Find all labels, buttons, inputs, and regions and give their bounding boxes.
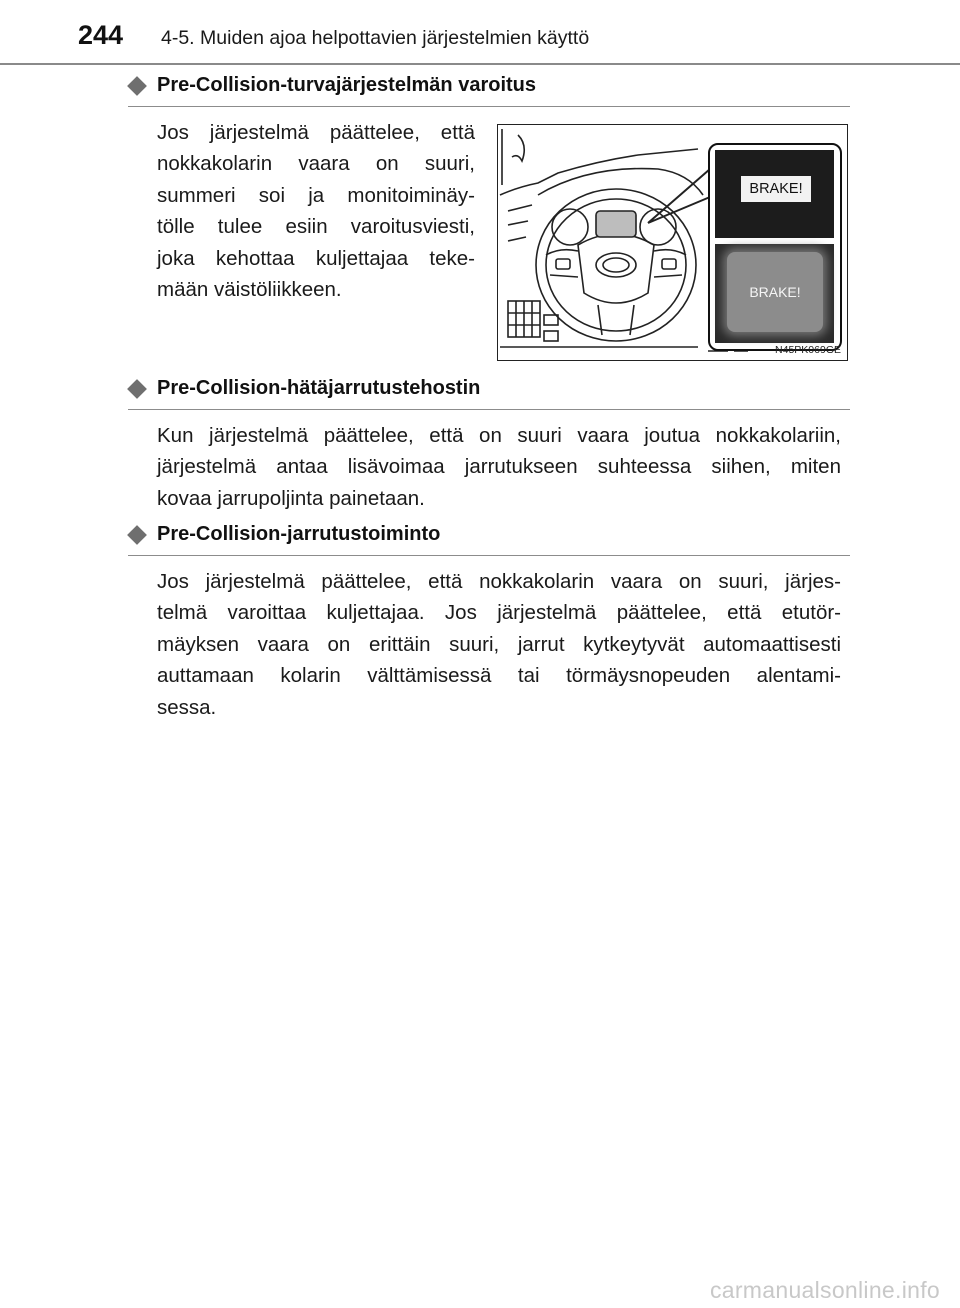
- header-divider: [0, 63, 960, 65]
- diamond-bullet-icon: [127, 379, 147, 399]
- section-heading-braking: [128, 519, 850, 556]
- watermark: carmanualsonline.info: [709, 1277, 940, 1303]
- text-line: auttamaan kolarin välttämisessä tai törmäysnopeuden alentami-: [157, 664, 841, 688]
- text-line: tölle tulee esiin varoitusviesti,: [157, 215, 475, 239]
- text-line: telmä varoittaa kuljettajaa. Jos järjestelmä päättelee, että etutör-: [157, 601, 841, 625]
- section-heading-brake-assist: [128, 373, 850, 410]
- text-line: mäyksen vaara on erittäin suuri, jarrut kytkeytyvät automaattisesti: [157, 632, 841, 656]
- diamond-bullet-icon: [127, 76, 147, 96]
- brake-warning-message-alt: BRAKE!: [727, 252, 823, 332]
- text-line: summeri soi ja monitoiminäy-: [157, 183, 475, 207]
- page-header: [0, 0, 960, 64]
- text-line: sessa.: [157, 695, 217, 719]
- display-screen-bottom: [715, 244, 834, 343]
- diamond-bullet-icon: [127, 525, 147, 545]
- chapter-title: 4-5. Muiden ajoa helpottavien järjestelmien käyttö: [161, 27, 590, 49]
- section-title: Pre-Collision-turvajärjestelmän varoitus: [157, 74, 537, 96]
- section-body-braking: [157, 566, 841, 723]
- text-line: mään väistöliikkeen.: [157, 277, 342, 301]
- figure-code: N45PK069GE: [775, 344, 841, 356]
- text-line: järjestelmä antaa lisävoimaa jarrutukseen suhteessa siihen, miten: [157, 455, 841, 479]
- section-heading-warning: [128, 70, 850, 107]
- section-body-brake-assist: [157, 420, 841, 514]
- text-line: Jos järjestelmä päättelee, että nokkakolarin vaara on suuri, järjes-: [157, 570, 841, 593]
- text-line: nokkakolarin vaara on suuri,: [157, 152, 475, 176]
- text-line: Jos järjestelmä päättelee, että: [157, 121, 475, 144]
- multi-information-display: [708, 143, 842, 351]
- brake-warning-message: BRAKE!: [741, 176, 811, 202]
- text-line: Kun järjestelmä päättelee, että on suuri vaara joutua nokkakolariin,: [157, 424, 841, 447]
- section-title: Pre-Collision-hätäjarrutustehostin: [157, 377, 481, 399]
- dashboard-illustration: [497, 124, 848, 361]
- section-title: Pre-Collision-jarrutustoiminto: [157, 523, 441, 545]
- text-line: kovaa jarrupoljinta painetaan.: [157, 486, 425, 510]
- display-screen-top: [715, 150, 834, 238]
- text-line: joka kehottaa kuljettajaa teke-: [157, 246, 475, 270]
- page-number: 244: [78, 20, 124, 50]
- section-body-warning: [157, 117, 475, 305]
